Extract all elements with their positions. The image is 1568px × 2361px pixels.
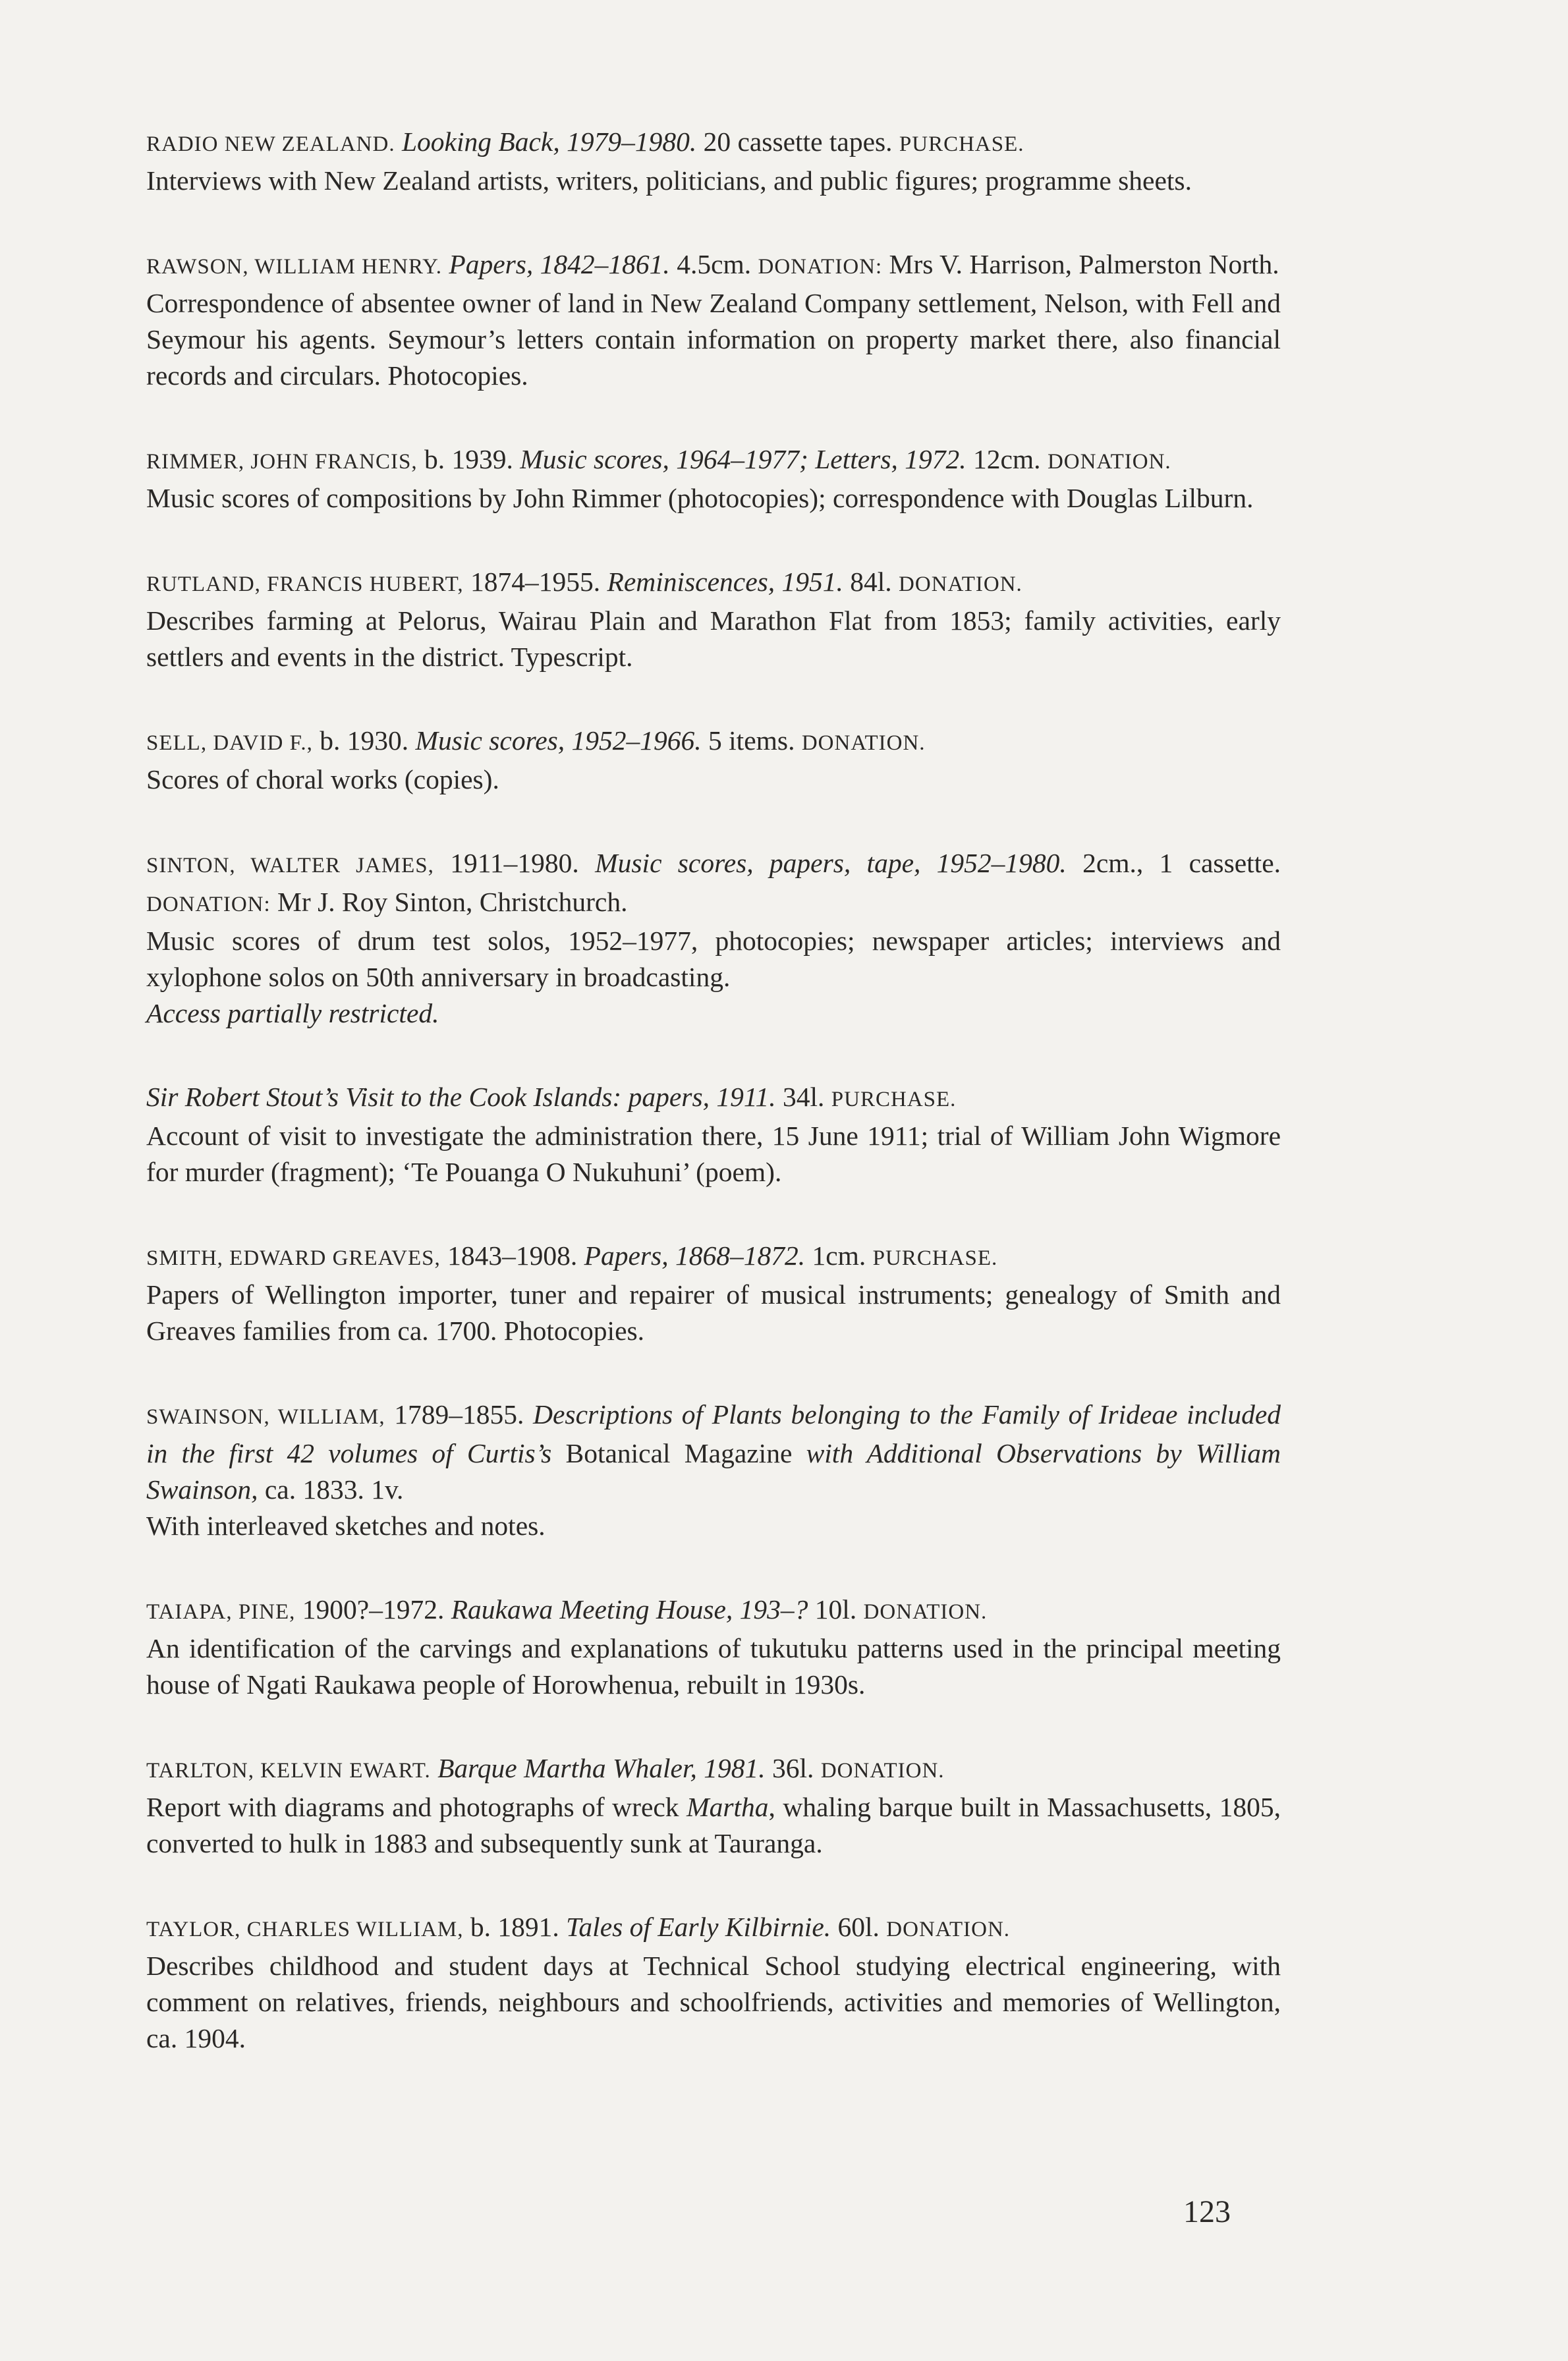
description-text: Scores of choral works (copies). — [146, 764, 499, 794]
heading-italic-text: Sir Robert Stout’s Visit to the Cook Islands: papers, 1911. — [146, 1082, 776, 1112]
description-text: An identification of the carvings and explanations of tukutuku patterns used in the principal meeting house of Ngati Raukawa people of Horowhenua, rebuilt in 1930s. — [146, 1633, 1281, 1700]
catalogue-entry — [146, 1238, 1281, 1349]
heading-italic-text: Music scores, 1964–1977; Letters, 1972. — [513, 444, 966, 474]
heading-italic-text: Tales of Early Kilbirnie. — [559, 1912, 831, 1942]
heading-text: ca. 1833. 1v. — [258, 1474, 404, 1505]
heading-italic-text: Reminiscences, 1951. — [600, 567, 843, 597]
heading-text: 2cm., 1 cassette. — [1066, 848, 1281, 878]
entry-description — [146, 1277, 1281, 1349]
entry-description — [146, 1948, 1281, 2057]
heading-smallcaps-text: DONATION. — [886, 1918, 1011, 1941]
heading-italic-text: Descriptions of Plants belonging to the Family of Irideae included in the first 42 volumes of Curtis’s — [146, 1399, 1281, 1468]
heading-text: 4.5cm. — [669, 249, 758, 279]
heading-smallcaps-text: DONATION. — [820, 1759, 945, 1783]
heading-text: 12cm. — [966, 444, 1048, 474]
entry-description — [146, 995, 1281, 1032]
entry-description — [146, 603, 1281, 675]
heading-smallcaps-text: DONATION. — [863, 1600, 988, 1624]
heading-smallcaps-text: RAWSON, WILLIAM HENRY. — [146, 255, 442, 279]
entry-heading — [146, 564, 1281, 603]
heading-smallcaps-text: RUTLAND, FRANCIS HUBERT, — [146, 572, 464, 596]
heading-text: b. 1930. — [312, 725, 409, 756]
entry-heading — [146, 1079, 1281, 1118]
heading-smallcaps-text: PURCHASE. — [872, 1246, 998, 1270]
entry-heading — [146, 441, 1281, 480]
catalogue-entry — [146, 441, 1281, 516]
description-text: Report with diagrams and photographs of wreck — [146, 1792, 686, 1822]
heading-smallcaps-text: SELL, DAVID F., — [146, 731, 313, 755]
heading-italic-text: Looking Back, 1979–1980. — [395, 126, 697, 157]
heading-smallcaps-text: PURCHASE. — [899, 132, 1024, 156]
heading-smallcaps-text: TAYLOR, CHARLES WILLIAM, — [146, 1918, 464, 1941]
entry-description — [146, 1508, 1281, 1544]
description-text: , whaling barque built in Massachusetts, 1805, converted to hulk in 1883 and subsequently sunk at Tauranga. — [146, 1792, 1281, 1858]
entry-description — [146, 163, 1281, 199]
heading-italic-text: with Additional Observations by William Swainson, — [146, 1438, 1281, 1505]
heading-text: 20 cassette tapes. — [696, 126, 899, 157]
description-text: Account of visit to investigate the administration there, 15 June 1911; trial of William John Wigmore for murder (fragment); ‘Te Pouanga O Nukuhuni’ (poem). — [146, 1121, 1281, 1187]
description-text: Papers of Wellington importer, tuner and repairer of musical instruments; genealogy of Smith and Greaves families from ca. 1700. Photocopies. — [146, 1279, 1281, 1346]
heading-smallcaps-text: SMITH, EDWARD GREAVES, — [146, 1246, 441, 1270]
heading-smallcaps-text: PURCHASE. — [831, 1088, 957, 1111]
heading-text: b. 1939. — [417, 444, 513, 474]
heading-text: 60l. — [831, 1912, 887, 1942]
catalogue-entry — [146, 845, 1281, 1032]
catalogue-entry — [146, 723, 1281, 798]
heading-text: Botanical Magazine — [551, 1438, 806, 1468]
catalogue-entry — [146, 1592, 1281, 1703]
catalogue-entry — [146, 1750, 1281, 1862]
entry-heading — [146, 1592, 1281, 1630]
entry-description — [146, 1630, 1281, 1703]
entry-description — [146, 1789, 1281, 1862]
entry-heading — [146, 246, 1281, 285]
entry-description — [146, 285, 1281, 394]
heading-text: 34l. — [775, 1082, 831, 1112]
entry-heading — [146, 124, 1281, 163]
heading-smallcaps-text: DONATION. — [899, 572, 1022, 596]
heading-smallcaps-text: TARLTON, KELVIN EWART. — [146, 1759, 431, 1783]
entry-description — [146, 480, 1281, 516]
heading-smallcaps-text: SINTON, WALTER JAMES, — [146, 854, 434, 877]
entry-heading — [146, 845, 1281, 923]
heading-smallcaps-text: DONATION. — [1047, 450, 1171, 474]
heading-italic-text: Music scores, papers, tape, 1952–1980. — [578, 848, 1067, 878]
heading-italic-text: Music scores, 1952–1966. — [408, 725, 702, 756]
heading-italic-text: Papers, 1868–1872. — [577, 1240, 806, 1271]
heading-text: 1843–1908. — [440, 1240, 578, 1271]
heading-smallcaps-text: DONATION. — [801, 731, 926, 755]
heading-smallcaps-text: SWAINSON, WILLIAM, — [146, 1405, 385, 1429]
entry-heading — [146, 1397, 1281, 1508]
description-text: Describes farming at Pelorus, Wairau Plain and Marathon Flat from 1853; family activities, early settlers and events in the district. Typescript. — [146, 605, 1281, 672]
heading-text: 1874–1955. — [463, 567, 601, 597]
heading-italic-text: Papers, 1842–1861. — [441, 249, 670, 279]
description-text: Describes childhood and student days at Technical School studying electrical engineering, with comment on relatives, friends, neighbours and schoolfriends, activities and memories of Wellington, ca. 1904. — [146, 1951, 1281, 2053]
heading-text: Mr J. Roy Sinton, Christchurch. — [270, 887, 628, 917]
heading-text: b. 1891. — [463, 1912, 559, 1942]
heading-text: 5 items. — [701, 725, 802, 756]
catalogue-entry — [146, 246, 1281, 394]
heading-smallcaps-text: TAIAPA, PINE, — [146, 1600, 296, 1624]
description-text: Correspondence of absentee owner of land in New Zealand Company settlement, Nelson, with Fell and Seymour his agents. Seymour’s letters contain information on property market there, also financial records and circulars. Photocopies. — [146, 288, 1281, 391]
heading-text: 1900?–1972. — [295, 1594, 445, 1625]
heading-smallcaps-text: DONATION: — [758, 255, 883, 279]
heading-smallcaps-text: RIMMER, JOHN FRANCIS, — [146, 450, 418, 474]
heading-text: 1911–1980. — [434, 848, 579, 878]
heading-smallcaps-text: DONATION: — [146, 893, 271, 916]
catalogue-entry — [146, 1909, 1281, 2057]
heading-text: 36l. — [765, 1753, 821, 1783]
catalogue-entry — [146, 564, 1281, 675]
description-italic-text: Access partially restricted. — [146, 998, 439, 1028]
entry-description — [146, 1118, 1281, 1190]
page-number: 123 — [1183, 2194, 1231, 2229]
catalogue-entry — [146, 124, 1281, 199]
heading-text: 1cm. — [805, 1240, 873, 1271]
description-text: Interviews with New Zealand artists, writers, politicians, and public figures; programme sheets. — [146, 165, 1192, 196]
catalogue-entry — [146, 1079, 1281, 1190]
heading-text: 1789–1855. — [385, 1399, 524, 1430]
description-text: Music scores of compositions by John Rimmer (photocopies); correspondence with Douglas Lilburn. — [146, 483, 1254, 513]
heading-text: 84l. — [843, 567, 899, 597]
entry-description — [146, 762, 1281, 798]
heading-text: Mrs V. Harrison, Palmerston North. — [882, 249, 1279, 279]
entry-description — [146, 923, 1281, 995]
description-text: Music scores of drum test solos, 1952–1977, photocopies; newspaper articles; interviews and xylophone solos on 50th anniversary in broadcasting. — [146, 926, 1281, 992]
description-italic-text: Martha — [686, 1792, 769, 1822]
heading-italic-text: Raukawa Meeting House, 193–? — [444, 1594, 808, 1625]
entry-heading — [146, 1238, 1281, 1277]
entry-heading — [146, 1750, 1281, 1789]
heading-italic-text: Barque Martha Whaler, 1981. — [430, 1753, 766, 1783]
catalogue-entry — [146, 1397, 1281, 1544]
description-text: With interleaved sketches and notes. — [146, 1511, 546, 1541]
entry-heading — [146, 1909, 1281, 1948]
catalogue-entries — [146, 124, 1281, 2104]
heading-smallcaps-text: RADIO NEW ZEALAND. — [146, 132, 395, 156]
heading-text: 10l. — [808, 1594, 864, 1625]
entry-heading — [146, 723, 1281, 762]
